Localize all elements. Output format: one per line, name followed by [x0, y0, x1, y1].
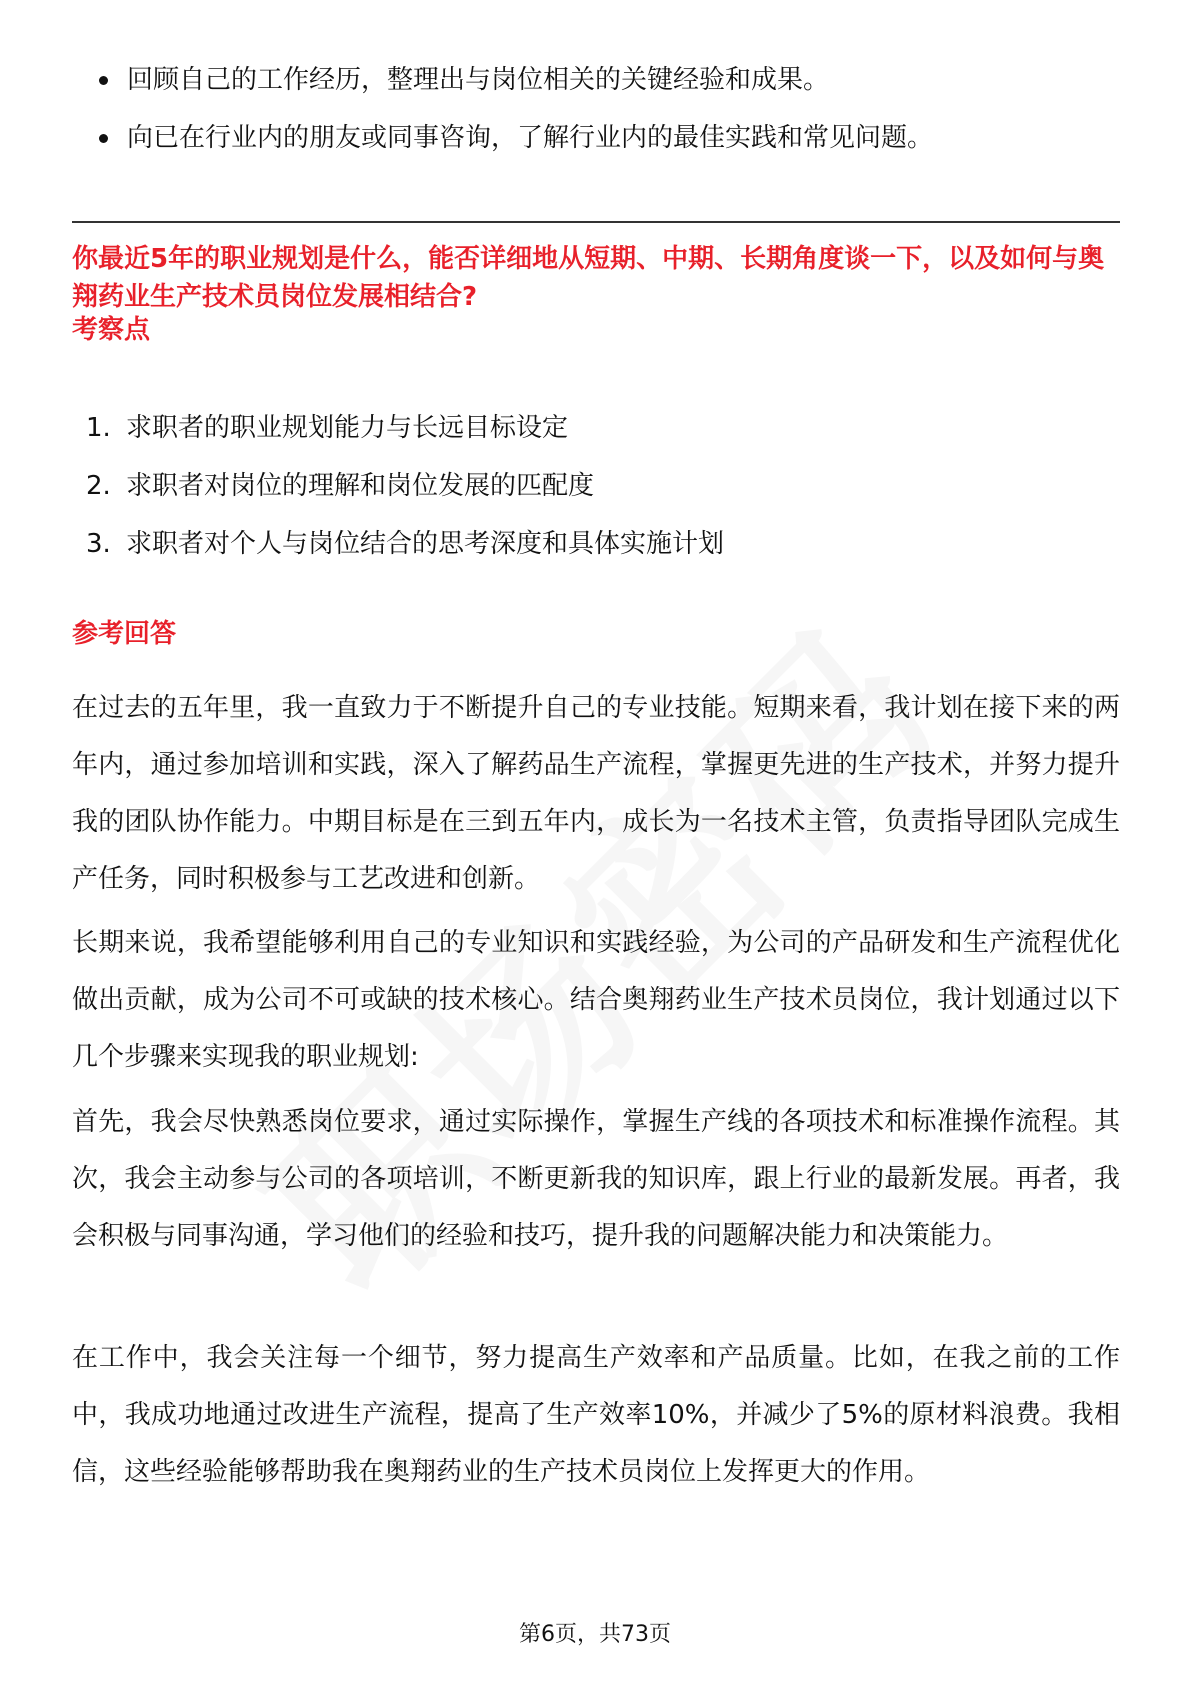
bullet-text: 回顾自己的工作经历，整理出与岗位相关的关键经验和成果。 [127, 65, 830, 95]
list-item [95, 120, 1115, 156]
bullet-dot-icon [99, 76, 108, 85]
item-number: 3. [86, 529, 111, 559]
answer-paragraph-3: 首先，我会尽快熟悉岗位要求，通过实际操作，掌握生产线的各项技术和标准操作流程。其次，我会主动参与公司的各项培训，不断更新我的知识库，跟上行业的最新发展。再者，我会积极与同事沟通，学习他们的经验和技巧，提升我的问题解决能力和决策能力。 [72, 1107, 1120, 1251]
answer-paragraph-4: 在工作中，我会关注每一个细节，努力提高生产效率和产品质量。比如，在我之前的工作中，我成功地通过改进生产流程，提高了生产效率10%，并减少了5%的原材料浪费。我相信，这些经验能够帮助我在奥翔药业的生产技术员岗位上发挥更大的作用。 [72, 1343, 1120, 1487]
assessment-heading: 考察点 [72, 315, 151, 345]
bullet-text: 向已在行业内的朋友或同事咨询，了解行业内的最佳实践和常见问题。 [127, 123, 934, 153]
item-text: 求职者对个人与岗位结合的思考深度和具体实施计划 [126, 529, 725, 559]
answer-paragraph-2: 长期来说，我希望能够利用自己的专业知识和实践经验，为公司的产品研发和生产流程优化做出贡献，成为公司不可或缺的技术核心。结合奥翔药业生产技术员岗位，我计划通过以下几个步骤来实现我的职业规划: [72, 928, 1120, 1072]
item-text: 求职者对岗位的理解和岗位发展的匹配度 [126, 471, 595, 501]
list-item [86, 410, 1116, 446]
reference-answer-heading: 参考回答 [72, 619, 177, 649]
interview-question: 你最近5年的职业规划是什么，能否详细地从短期、中期、长期角度谈一下，以及如何与奥翔药业生产技术员岗位发展相结合? [72, 244, 1105, 312]
page-number: 第6页，共73页 [519, 1622, 671, 1647]
item-text: 求职者的职业规划能力与长远目标设定 [126, 413, 569, 443]
section-divider [72, 221, 1120, 223]
list-item [86, 526, 1116, 562]
answer-paragraph-1: 在过去的五年里，我一直致力于不断提升自己的专业技能。短期来看，我计划在接下来的两年内，通过参加培训和实践，深入了解药品生产流程，掌握更先进的生产技术，并努力提升我的团队协作能力。中期目标是在三到五年内，成长为一名技术主管，负责指导团队完成生产任务，同时积极参与工艺改进和创新。 [72, 693, 1120, 894]
item-number: 2. [86, 471, 111, 501]
list-item [86, 468, 1116, 504]
item-number: 1. [86, 413, 111, 443]
list-item [95, 62, 1115, 98]
assessment-list [86, 410, 1116, 584]
bullet-dot-icon [99, 134, 108, 143]
tips-bullet-list [95, 62, 1115, 178]
